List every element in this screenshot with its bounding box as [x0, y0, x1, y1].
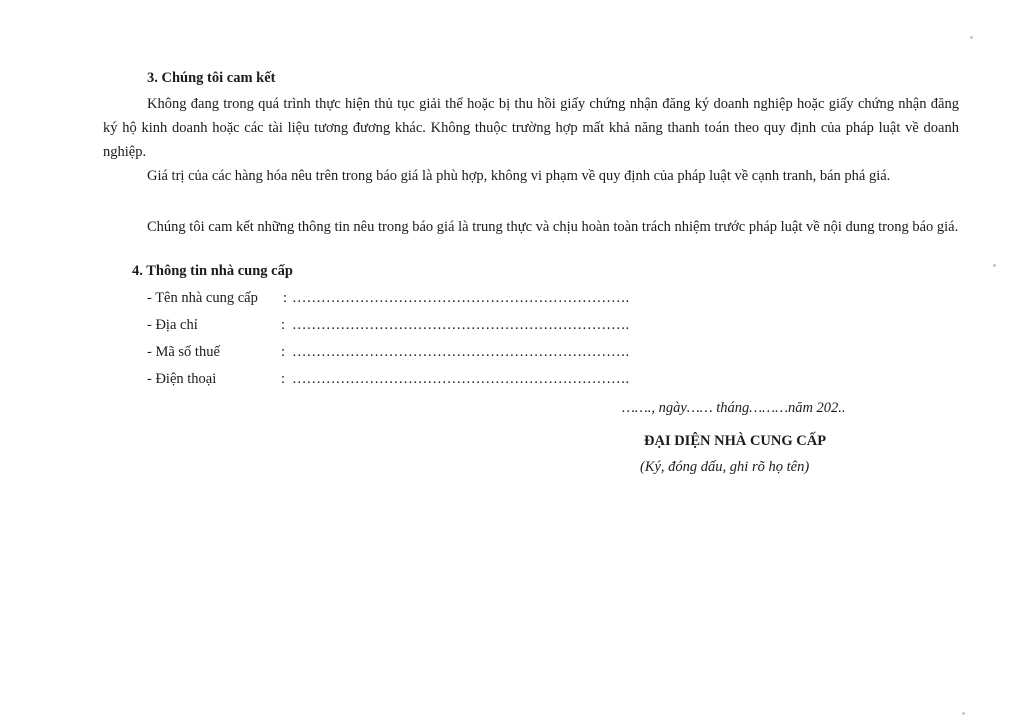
commitment-paragraph-1: Không đang trong quá trình thực hiện thủ tục giải thể hoặc bị thu hồi giấy chứng nhận đăng ký doanh nghiệp hoặc giấy chứng nhận đăng ký hộ kinh doanh hoặc các tài liệu tương đương khác. Không thuộc trường hợp mất khả năng thanh toán theo quy định của pháp luật về doanh nghiệp. [103, 96, 959, 160]
supplier-name-colon: : [283, 290, 288, 306]
tax-code-label: - Mã số thuế [147, 344, 220, 360]
address-label: - Địa chỉ [147, 317, 198, 333]
scan-speck [993, 264, 996, 267]
section-4-heading: 4. Thông tin nhà cung cấp [132, 263, 293, 279]
signature-title: ĐẠI DIỆN NHÀ CUNG CẤP [644, 433, 827, 449]
address-blank: ……………………………………………………………. [292, 317, 630, 333]
supplier-name-blank: ……………………………………………………………. [292, 290, 630, 306]
commitment-paragraph-3: Chúng tôi cam kết những thông tin nêu trong báo giá là trung thực và chịu hoàn toàn trách nhiệm trước pháp luật về nội dung trong báo giá. [147, 219, 959, 235]
phone-blank: ……………………………………………………………. [292, 371, 630, 387]
scan-speck [962, 712, 965, 715]
commitment-paragraph-2: Giá trị của các hàng hóa nêu trên trong báo giá là phù hợp, không vi phạm về quy định của pháp luật về cạnh tranh, bán phá giá. [147, 168, 891, 184]
phone-colon: : [281, 371, 286, 387]
address-colon: : [281, 317, 286, 333]
scan-speck [970, 36, 973, 39]
phone-label: - Điện thoại [147, 371, 217, 387]
supplier-name-row [147, 290, 687, 312]
address-row [147, 317, 687, 339]
phone-row [147, 371, 687, 393]
date-line: ……., ngày…… tháng………năm 202.. [622, 400, 846, 416]
tax-code-row [147, 344, 687, 366]
section-3-heading: 3. Chúng tôi cam kết [147, 70, 276, 86]
tax-code-blank: ……………………………………………………………. [292, 344, 630, 360]
signature-note: (Ký, đóng dấu, ghi rõ họ tên) [640, 459, 810, 475]
tax-code-colon: : [281, 344, 286, 360]
supplier-name-label: - Tên nhà cung cấp [147, 290, 258, 306]
